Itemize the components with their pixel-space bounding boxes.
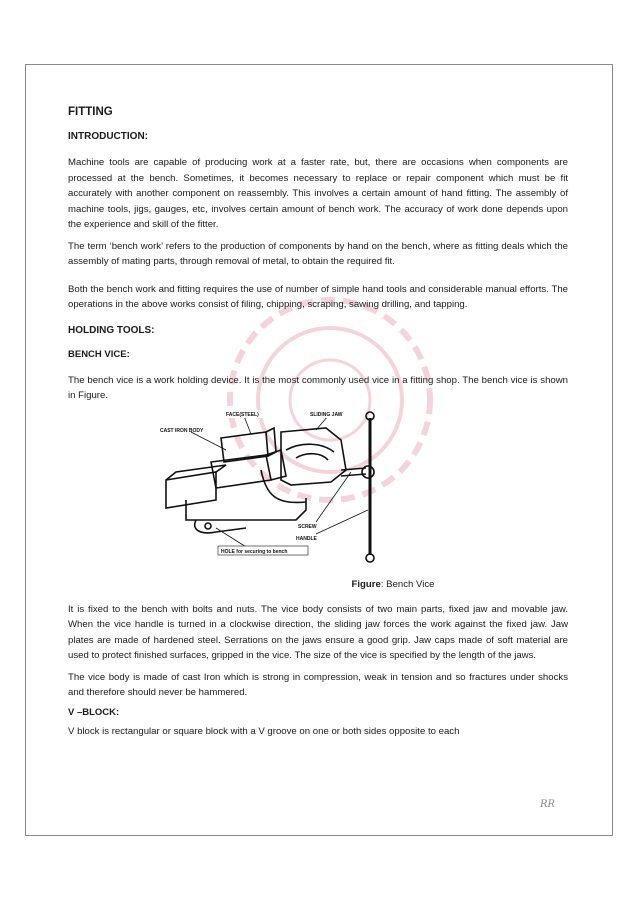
document-body	[68, 106, 568, 745]
intro-heading: INTRODUCTION:	[68, 131, 148, 142]
signature-initials: RR	[540, 799, 556, 810]
label-sliding-jaw: SLIDING JAW	[310, 411, 343, 418]
bench-vice-paragraph-1: It is fixed to the bench with bolts and nuts. The vice body consists of two main parts, fixed jaw and movable jaw. When the vice handle is turned in a clockwise direction, the sliding jaw forces the work against the fixed jaw. Jaw plates are made of hardened steel. Serrations on the jaws ensure a good grip. Jaw caps made of soft material are used to protect finished surfaces, gripped in the vice. The size of the vice is specified by the length of the jaws.	[68, 603, 568, 661]
bench-vice-paragraph-2: The vice body is made of cast Iron which is strong in compression, weak in tension and so fractures under shocks and therefore should never be hammered.	[68, 671, 568, 698]
bench-vice-figure	[68, 410, 568, 575]
label-screw: SCREW	[298, 523, 317, 530]
bench-vice-drawing	[156, 410, 416, 575]
figure-caption	[68, 579, 568, 590]
bench-vice-intro: The bench vice is a work holding device. It is the most commonly used vice in a fitting shop. The bench vice is shown in Figure.	[68, 374, 568, 401]
bench-vice-heading: BENCH VICE:	[68, 348, 130, 360]
label-body: CAST IRON BODY	[160, 427, 204, 434]
v-block-paragraph: V block is rectangular or square block with a V groove on one or both sides opposite to each	[68, 725, 460, 737]
label-face: FACE(STEEL)	[226, 411, 259, 418]
v-block-heading: V –BLOCK:	[68, 706, 120, 718]
holding-tools-heading: HOLDING TOOLS:	[68, 324, 155, 336]
intro-paragraph-1: Machine tools are capable of producing work at a faster rate, but, there are occasions when components are processed at the bench. Sometimes, it becomes necessary to replace or repair component which must be fit accurately with another component on reassembly. This involves a certain amount of hand fitting. The assembly of machine tools, jigs, gauges, etc, involves certain amount of bench work. The accuracy of work done depends upon the experience and skill of the fitter.	[68, 157, 568, 230]
label-handle: HANDLE	[296, 535, 317, 542]
caption-text: : Bench Vice	[380, 578, 435, 590]
page-title: FITTING	[68, 106, 113, 118]
label-hole: HOLE for securing to bench	[221, 548, 288, 555]
intro-paragraph-3: Both the bench work and fitting requires the use of number of simple hand tools and considerable manual efforts. The operations in the above works consist of filing, chipping, scraping, sawing drilling, and tapping.	[68, 283, 568, 310]
caption-label: Figure	[351, 578, 381, 590]
intro-paragraph-2: The term ‘bench work’ refers to the production of components by hand on the bench, where as fitting deals which the assembly of mating parts, through removal of metal, to obtain the required fit.	[68, 240, 568, 267]
